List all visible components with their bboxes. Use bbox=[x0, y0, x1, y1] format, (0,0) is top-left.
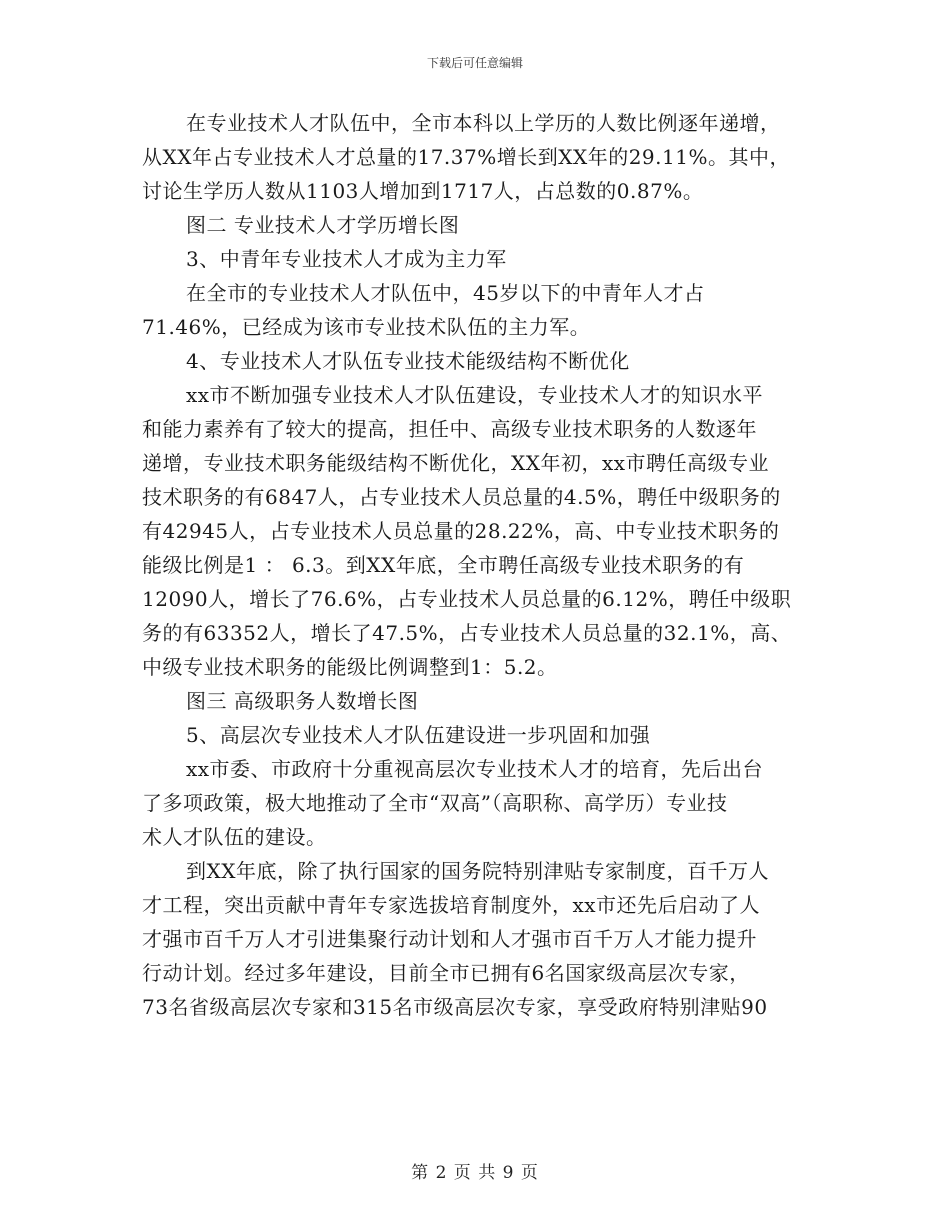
paragraph-line: 务的有63352人，增长了47.5%，占专业技术人员总量的32.1%，高、 bbox=[142, 621, 792, 645]
paragraph-line: 术人才队伍的建设。 bbox=[142, 825, 327, 849]
paragraph-line: 能级比例是1 ： 6.3。到XX年底，全市聘任高级专业技术职务的有 bbox=[142, 553, 745, 577]
paragraph-line: 有42945人，占专业技术人员总量的28.22%，高、中专业技术职务的 bbox=[142, 519, 780, 543]
paragraph-line: 行动计划。经过多年建设，目前全市已拥有6名国家级高层次专家， bbox=[142, 961, 750, 985]
paragraph-line: 73名省级高层次专家和315名市级高层次专家，享受政府特别津贴90 bbox=[142, 995, 768, 1019]
paragraph-line: 讨论生学历人数从1103人增加到1717人，占总数的0.87%。 bbox=[142, 179, 704, 203]
document-body bbox=[142, 106, 814, 1024]
section-heading: 5、高层次专业技术人才队伍建设进一步巩固和加强 bbox=[186, 723, 651, 747]
paragraph-line: 技术职务的有6847人，占专业技术人员总量的4.5%，聘任中级职务的 bbox=[142, 485, 781, 509]
paragraph-line: 71.46%，已经成为该市专业技术队伍的主力军。 bbox=[142, 315, 591, 339]
paragraph-line: 了多项政策，极大地推动了全市“双高”（高职称、高学历）专业技 bbox=[142, 791, 728, 815]
paragraph-line: 从XX年占专业技术人才总量的17.37%增长到XX年的29.11%。其中， bbox=[142, 145, 790, 169]
paragraph-line: 和能力素养有了较大的提高，担任中、高级专业技术职务的人数逐年 bbox=[142, 417, 757, 441]
paragraph-line: 在专业技术人才队伍中，全市本科以上学历的人数比例逐年递增， bbox=[186, 111, 781, 135]
page-header: 下载后可任意编辑 bbox=[426, 56, 523, 70]
paragraph-line: 才强市百千万人才引进集聚行动计划和人才强市百千万人才能力提升 bbox=[142, 927, 757, 951]
page-number: 第 2 页 共 9 页 bbox=[411, 1163, 539, 1183]
figure-caption: 图二 专业技术人才学历增长图 bbox=[186, 213, 460, 237]
paragraph-line: 在全市的专业技术人才队伍中，45岁以下的中青年人才占 bbox=[186, 281, 705, 305]
paragraph-line: 12090人，增长了76.6%，占专业技术人员总量的6.12%，聘任中级职 bbox=[142, 587, 792, 611]
paragraph-line: xx市不断加强专业技术人才队伍建设，专业技术人才的知识水平 bbox=[186, 383, 764, 407]
paragraph-line: 才工程，突出贡献中青年专家选拔培育制度外，xx市还先后启动了人 bbox=[142, 893, 761, 917]
section-heading: 4、专业技术人才队伍专业技术能级结构不断优化 bbox=[186, 349, 630, 373]
figure-caption: 图三 高级职务人数增长图 bbox=[186, 689, 419, 713]
paragraph-line: xx市委、市政府十分重视高层次专业技术人才的培育，先后出台 bbox=[186, 757, 764, 781]
section-heading: 3、中青年专业技术人才成为主力军 bbox=[186, 247, 507, 271]
paragraph-line: 递增，专业技术职务能级结构不断优化，XX年初，xx市聘任高级专业 bbox=[142, 451, 770, 475]
paragraph-line: 中级专业技术职务的能级比例调整到1：5.2。 bbox=[142, 655, 558, 679]
paragraph-line: 到XX年底，除了执行国家的国务院特别津贴专家制度，百千万人 bbox=[186, 859, 769, 883]
